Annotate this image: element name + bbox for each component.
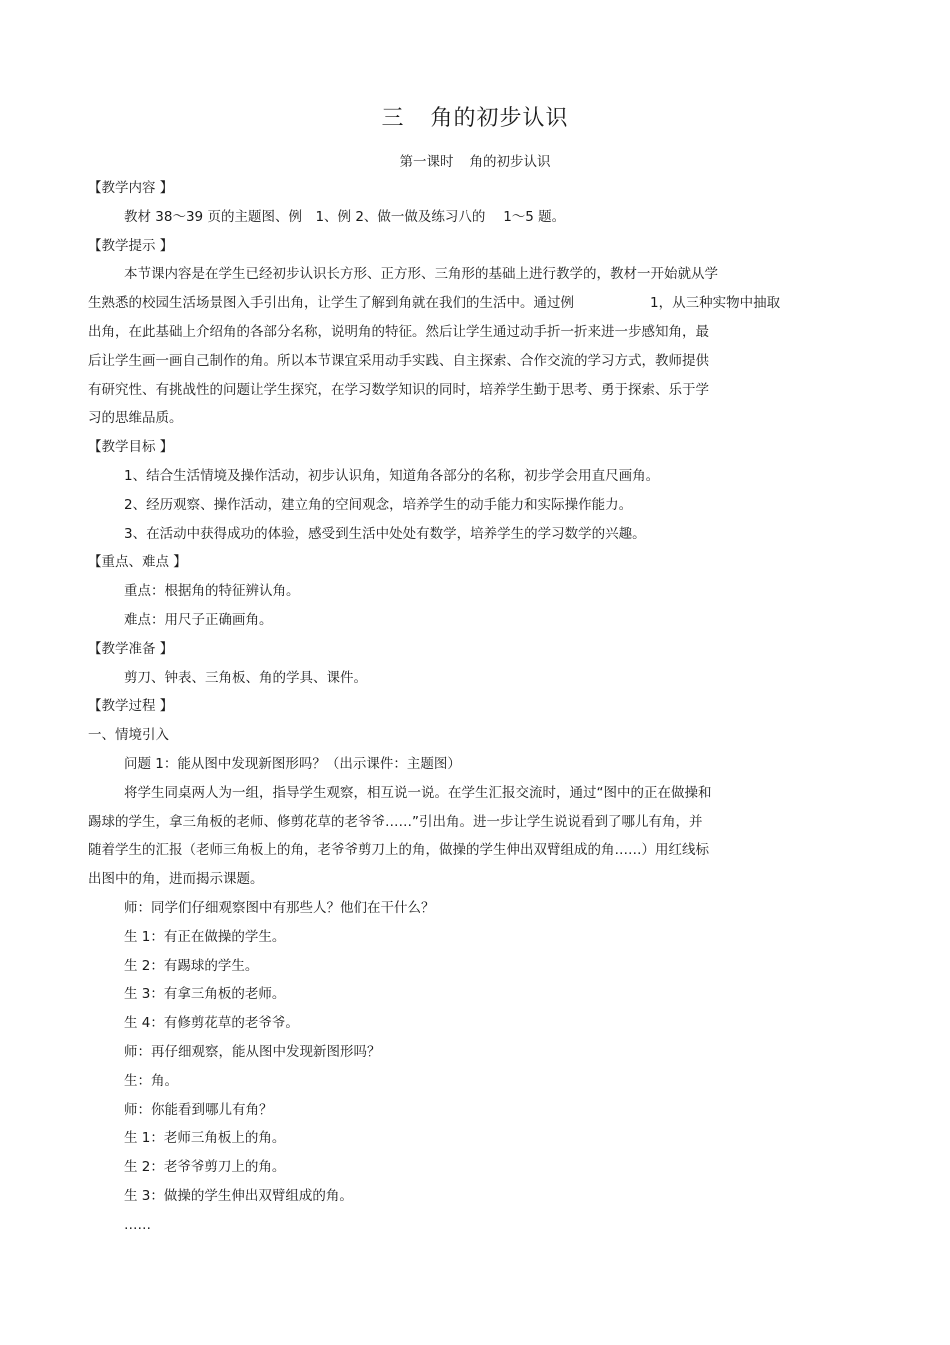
section-heading-content: 【教学内容 】	[88, 180, 174, 196]
dialogue-line: 生 3：有拿三角板的老师。	[124, 986, 286, 1003]
lesson-number: 第一课时	[399, 154, 454, 170]
chapter-number: 三	[381, 106, 405, 131]
paragraph-line: 随着学生的汇报（老师三角板上的角，老爷爷剪刀上的角，做操的学生伸出双臂组成的角……）用红线标	[88, 842, 709, 859]
goal-item: 3、在活动中获得成功的体验，感受到生活中处处有数学，培养学生的学习数学的兴趣。	[124, 525, 646, 542]
section-heading-process: 【教学过程 】	[88, 698, 174, 715]
hint-line: 后让学生画一画自己制作的角。所以本节课宜采用动手实践、自主探索、合作交流的学习方式，教师提供	[88, 352, 709, 369]
part-heading: 一、情境引入	[88, 727, 169, 744]
paragraph-line: 踢球的学生，拿三角板的老师、修剪花草的老爷爷……”引出角。进一步让学生说说看到了哪儿有角，并	[88, 813, 703, 830]
lesson-topic: 角的初步认识	[469, 154, 551, 170]
hint-line	[88, 289, 848, 318]
dialogue-line: 生 1：有正在做操的学生。	[124, 928, 286, 945]
section-heading-prep: 【教学准备 】	[88, 640, 174, 657]
key-point: 重点：根据角的特征辨认角。	[124, 583, 300, 600]
section-heading-hint: 【教学提示 】	[88, 237, 174, 254]
goal-item: 1、结合生活情境及操作活动，初步认识角，知道角各部分的名称，初步学会用直尺画角。	[124, 467, 660, 484]
dialogue-line: 师：再仔细观察，能从图中发现新图形吗？	[124, 1043, 381, 1060]
section-heading-goals: 【教学目标 】	[88, 439, 174, 456]
dialogue-line: 生 1：老师三角板上的角。	[124, 1130, 286, 1147]
dialogue-line: 生 2：有踢球的学生。	[124, 957, 259, 974]
document-title	[0, 101, 950, 132]
ellipsis-line: ……	[124, 1216, 151, 1233]
hint-line: 出角，在此基础上介绍角的各部分名称，说明角的特征。然后让学生通过动手折一折来进一步感知角，最	[88, 323, 709, 340]
lesson-subtitle	[0, 150, 950, 170]
dialogue-line: 生 3：做操的学生伸出双臂组成的角。	[124, 1187, 353, 1204]
prep-text: 剪刀、钟表、三角板、角的学具、课件。	[124, 669, 367, 686]
document-body	[88, 174, 848, 1239]
dialogue-line: 生：角。	[124, 1072, 178, 1089]
dialogue-line: 生 4：有修剪花草的老爷爷。	[124, 1015, 299, 1032]
hint-line: 习的思维品质。	[88, 410, 183, 427]
dialogue-line: 师：你能看到哪儿有角？	[124, 1101, 273, 1118]
hint-line: 有研究性、有挑战性的问题让学生探究，在学习数学知识的同时，培养学生勤于思考、勇于探索、乐于学	[88, 381, 709, 398]
hint-line-tail: 1，从三种实物中抽取	[650, 295, 781, 312]
content-text: 教材 38～39 页的主题图、例 1、例 2、做一做及练习八的 1～5 题。	[124, 208, 566, 225]
goal-item: 2、经历观察、操作活动，建立角的空间观念，培养学生的动手能力和实际操作能力。	[124, 496, 633, 513]
hint-line-text: 生熟悉的校园生活场景图入手引出角，让学生了解到角就在我们的生活中。通过例	[88, 295, 574, 312]
section-heading-key-points: 【重点、难点 】	[88, 554, 187, 571]
chapter-title: 角的初步认识	[430, 106, 569, 131]
dialogue-line: 生 2：老爷爷剪刀上的角。	[124, 1159, 286, 1176]
dialogue-line: 师：同学们仔细观察图中有那些人？他们在干什么？	[124, 899, 435, 916]
difficulty-point: 难点：用尺子正确画角。	[124, 611, 273, 628]
paragraph-line: 出图中的角，进而揭示课题。	[88, 871, 264, 888]
paragraph-line: 将学生同桌两人为一组，指导学生观察，相互说一说。在学生汇报交流时，通过“图中的正在做操和	[124, 784, 712, 801]
question-line: 问题 1：能从图中发现新图形吗？（出示课件：主题图）	[124, 755, 461, 772]
hint-line: 本节课内容是在学生已经初步认识长方形、正方形、三角形的基础上进行教学的，教材一开始就从学	[124, 266, 718, 283]
